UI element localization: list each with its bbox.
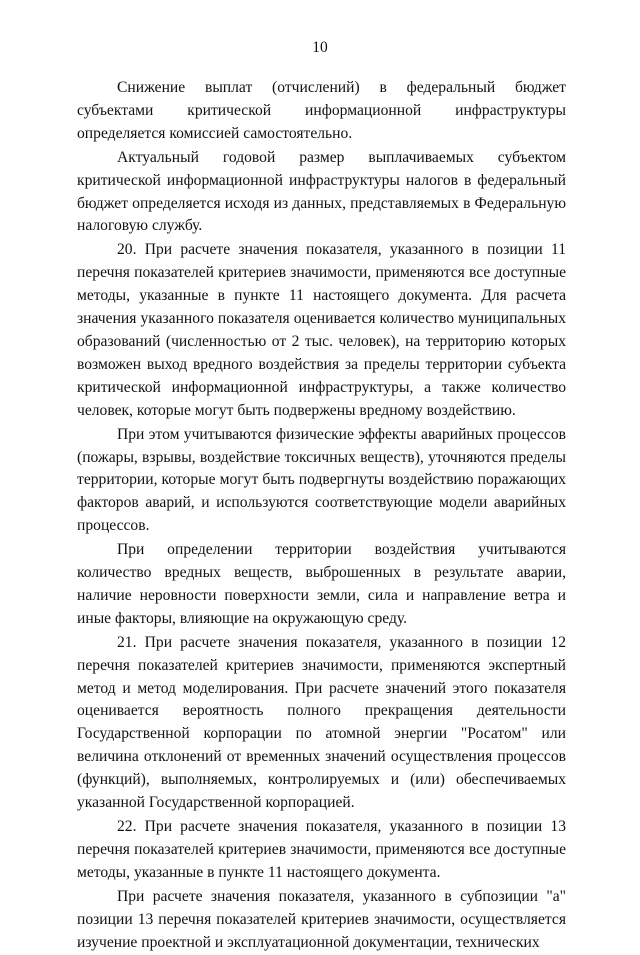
paragraph: При определении территории воздействия учитываются количество вредных веществ, выброшенных в результате аварии, наличие неровности поверхности земли, сила и направление ветра и иные факторы, влияющие на окружающую среду.	[77, 541, 566, 627]
paragraph: 21. При расчете значения показателя, указанного в позиции 12 перечня показателей критериев значимости, применяются экспертный метод и метод моделирования. При расчете значений этого показателя оценивается вероятность полного прекращения деятельности Государственной корпорации по атомной энергии "Росатом" или величина отклонений от временных значений осуществления процессов (функций), выполняемых, контролируемых и (или) обеспечиваемых указанной Государственной корпорацией.	[77, 633, 566, 812]
page-number: 10	[312, 39, 328, 56]
paragraph: При расчете значения показателя, указанного в субпозиции "а" позиции 13 перечня показателей критериев значимости, осуществляется изучение проектной и эксплуатационной документации, технических	[77, 887, 566, 951]
paragraph: 20. При расчете значения показателя, указанного в позиции 11 перечня показателей критериев значимости, применяются все доступные методы, указанные в пункте 11 настоящего документа. Для расчета значения указанного показателя оценивается количество муниципальных образований (численностью от 2 тыс. человек), на территорию которых возможен выход вредного воздействия за пределы территории субъекта критической информационной инфраструктуры, а также количество человек, которые могут быть подвержены вредному воздействию.	[77, 241, 566, 419]
document-body	[77, 77, 566, 955]
paragraph: При этом учитываются физические эффекты аварийных процессов (пожары, взрывы, воздействие токсичных веществ), уточняются пределы территории, которые могут быть подвергнуты воздействию поражающих факторов аварий, и используются соответствующие модели аварийных процессов.	[77, 425, 566, 535]
paragraph: Снижение выплат (отчислений) в федеральный бюджет субъектами критической информационной инфраструктуры определяется комиссией самостоятельно.	[77, 79, 566, 142]
paragraph: 22. При расчете значения показателя, указанного в позиции 13 перечня показателей критериев значимости, применяются все доступные методы, указанные в пункте 11 настоящего документа.	[77, 818, 566, 881]
paragraph: Актуальный годовой размер выплачиваемых субъектом критической информационной инфраструктуры налогов в федеральный бюджет определяется исходя из данных, представляемых в Федеральную налоговую службу.	[77, 148, 566, 235]
